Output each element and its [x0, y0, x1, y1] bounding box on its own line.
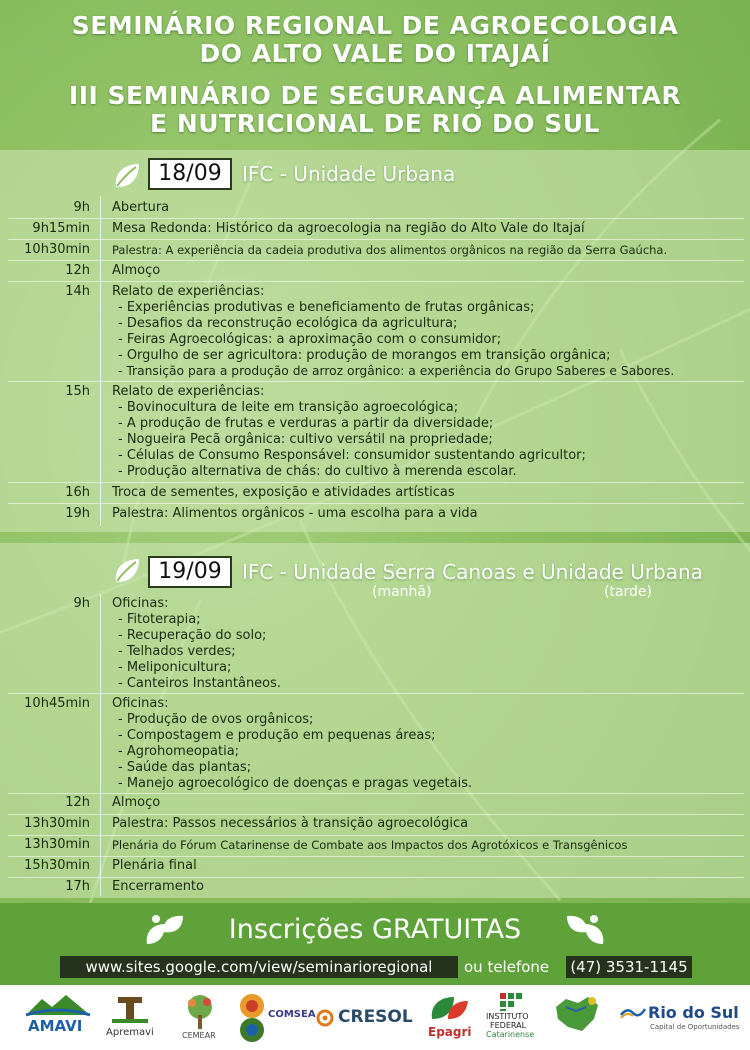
- schedule-item: Oficinas:: [112, 596, 169, 611]
- day2-divider: [100, 594, 101, 896]
- row-divider: [8, 856, 744, 857]
- row-divider: [8, 503, 744, 504]
- schedule-item: Palestra: Alimentos orgânicos - uma escolha para a vida: [112, 506, 478, 521]
- schedule-time: 10h30min: [24, 242, 90, 257]
- schedule-time: 12h: [65, 795, 90, 810]
- registration-title: Inscrições GRATUITAS: [228, 914, 522, 945]
- cresol-text: CRESOL: [338, 1007, 413, 1027]
- ifc-text-3: Catarinense: [486, 1030, 535, 1039]
- leaf-icon: [112, 161, 142, 191]
- list-item: - Compostagem e produção em pequenas áreas;: [118, 728, 436, 743]
- schedule-time: 9h: [73, 596, 90, 611]
- amavi-mark-icon: [22, 993, 94, 1017]
- schedule-item: Almoço: [112, 795, 161, 810]
- schedule-item: Plenária final: [112, 858, 197, 873]
- day1-divider: [100, 196, 101, 526]
- sponsor-logos: [0, 985, 750, 1050]
- list-item: - Meliponicultura;: [118, 660, 232, 675]
- ifc-grid-icon: [500, 993, 524, 1011]
- apremavi-logo: [104, 993, 156, 1043]
- title-line-4: E NUTRICIONAL DE RIO DO SUL: [150, 109, 600, 138]
- list-item: - Manejo agroecológico de doenças e pragas vegetais.: [118, 776, 473, 791]
- list-item: - Canteiros Instantâneos.: [118, 676, 282, 691]
- schedule-item: Relato de experiências:: [112, 284, 265, 299]
- apremavi-text: Apremavi: [106, 1027, 154, 1038]
- comsea-logo: [238, 993, 316, 1043]
- schedule-time: 19h: [65, 506, 90, 521]
- schedule-time: 9h15min: [32, 221, 90, 236]
- row-divider: [8, 381, 744, 382]
- schedule-time: 13h30min: [24, 837, 90, 852]
- epagri-logo: [426, 993, 472, 1043]
- schedule-time: 10h45min: [24, 696, 90, 711]
- ifc-text-2: FEDERAL: [490, 1021, 527, 1030]
- schedule-item: Oficinas:: [112, 696, 169, 711]
- row-divider: [8, 218, 744, 219]
- regional-map-logo: [552, 993, 602, 1043]
- row-divider: [8, 814, 744, 815]
- schedule-item: Relato de experiências:: [112, 384, 265, 399]
- list-item: - Nogueira Pecã orgânica: cultivo versátil na propriedade;: [118, 432, 493, 447]
- row-divider: [8, 281, 744, 282]
- schedule-item: Plenária do Fórum Catarinense de Combate aos Impactos dos Agrotóxicos e Transgênicos: [112, 838, 628, 852]
- epagri-text: Epagri: [428, 1025, 472, 1039]
- title-line-1: SEMINÁRIO REGIONAL DE AGROECOLOGIA: [71, 11, 679, 40]
- cresol-logo: [316, 993, 416, 1043]
- regional-map-icon: [552, 993, 602, 1037]
- list-item: - Saúde das plantas;: [118, 760, 252, 775]
- apremavi-tree-icon: [104, 993, 156, 1025]
- list-item: - A produção de frutas e verduras a partir da diversidade;: [118, 416, 494, 431]
- row-divider: [8, 793, 744, 794]
- cresol-ring-icon: [316, 1009, 334, 1027]
- schedule-time: 9h: [73, 200, 90, 215]
- list-item: - Experiências produtivas e beneficiamento de frutas orgânicas;: [118, 300, 535, 315]
- phone-number[interactable]: (47) 3531-1145: [566, 956, 692, 978]
- row-divider: [8, 835, 744, 836]
- list-item: - Bovinocultura de leite em transição agroecológica;: [118, 400, 459, 415]
- schedule-time: 15h30min: [24, 858, 90, 873]
- cemear-tree-icon: [180, 993, 220, 1031]
- riodosul-wave-icon: [620, 1005, 646, 1019]
- day1-venue: IFC - Unidade Urbana: [242, 162, 456, 186]
- list-item: - Orgulho de ser agricultora: produção de morangos em transição orgânica;: [118, 348, 611, 363]
- or-phone-label: ou telefone: [464, 958, 550, 976]
- schedule-time: 17h: [65, 879, 90, 894]
- schedule-item: Palestra: A experiência da cadeia produtiva dos alimentos orgânicos na região da Serra Gaúcha.: [112, 243, 668, 257]
- comsea-circles-icon: [238, 993, 266, 1043]
- amavi-logo: [22, 993, 94, 1043]
- schedule-time: 12h: [65, 263, 90, 278]
- row-divider: [8, 482, 744, 483]
- day1-date-badge: 18/09: [148, 158, 232, 190]
- riodosul-subtitle: Capital de Oportunidades: [650, 1023, 740, 1031]
- schedule-time: 15h: [65, 384, 90, 399]
- row-divider: [8, 260, 744, 261]
- schedule-item: Troca de sementes, exposição e atividades artísticas: [112, 485, 455, 500]
- schedule-time: 14h: [65, 284, 90, 299]
- list-item: - Agrohomeopatia;: [118, 744, 240, 759]
- ifc-logo: [486, 993, 542, 1043]
- day2-venue: IFC - Unidade Serra Canoas e Unidade Urbana: [242, 560, 703, 584]
- schedule-item: Encerramento: [112, 879, 204, 894]
- comsea-text: COMSEA: [268, 1009, 316, 1020]
- list-item: - Produção de ovos orgânicos;: [118, 712, 314, 727]
- venue-note-morning: (manhã): [372, 584, 432, 600]
- cemear-logo: [180, 993, 220, 1043]
- schedule-item: Mesa Redonda: Histórico da agroecologia na região do Alto Vale do Itajaí: [112, 221, 585, 236]
- schedule-item: Almoço: [112, 263, 161, 278]
- riodosul-logo: [620, 993, 740, 1043]
- row-divider: [8, 239, 744, 240]
- list-item: - Feiras Agroecológicas: a aproximação com o consumidor;: [118, 332, 502, 347]
- leaf-icon: [112, 556, 142, 586]
- ifc-text-1: INSTITUTO: [486, 1012, 529, 1021]
- list-item: - Transição para a produção de arroz orgânico: a experiência do Grupo Saberes e Sabores.: [118, 364, 675, 378]
- schedule-time: 16h: [65, 485, 90, 500]
- list-item: - Produção alternativa de chás: do cultivo à merenda escolar.: [118, 464, 517, 479]
- venue-note-afternoon: (tarde): [604, 584, 653, 600]
- epagri-leaf-icon: [426, 993, 472, 1023]
- list-item: - Fitoterapia;: [118, 612, 201, 627]
- row-divider: [8, 693, 744, 694]
- list-item: - Células de Consumo Responsável: consumidor sustentando agricultor;: [118, 448, 586, 463]
- registration-url[interactable]: www.sites.google.com/view/seminarioregional: [60, 956, 458, 978]
- row-divider: [8, 877, 744, 878]
- title-line-3: III SEMINÁRIO DE SEGURANÇA ALIMENTAR: [68, 81, 682, 110]
- list-item: - Desafios da reconstrução ecológica da agricultura;: [118, 316, 458, 331]
- day2-date-badge: 19/09: [148, 556, 232, 588]
- cemear-text: CEMEAR: [182, 1031, 216, 1040]
- title-line-2: DO ALTO VALE DO ITAJAÍ: [199, 39, 551, 68]
- schedule-time: 13h30min: [24, 816, 90, 831]
- list-item: - Telhados verdes;: [118, 644, 236, 659]
- schedule-item: Palestra: Passos necessários à transição agroecológica: [112, 816, 469, 831]
- list-item: - Recuperação do solo;: [118, 628, 267, 643]
- schedule-item: Abertura: [112, 200, 170, 215]
- amavi-text: AMAVI: [28, 1017, 83, 1035]
- riodosul-text: Rio do Sul: [648, 1003, 739, 1022]
